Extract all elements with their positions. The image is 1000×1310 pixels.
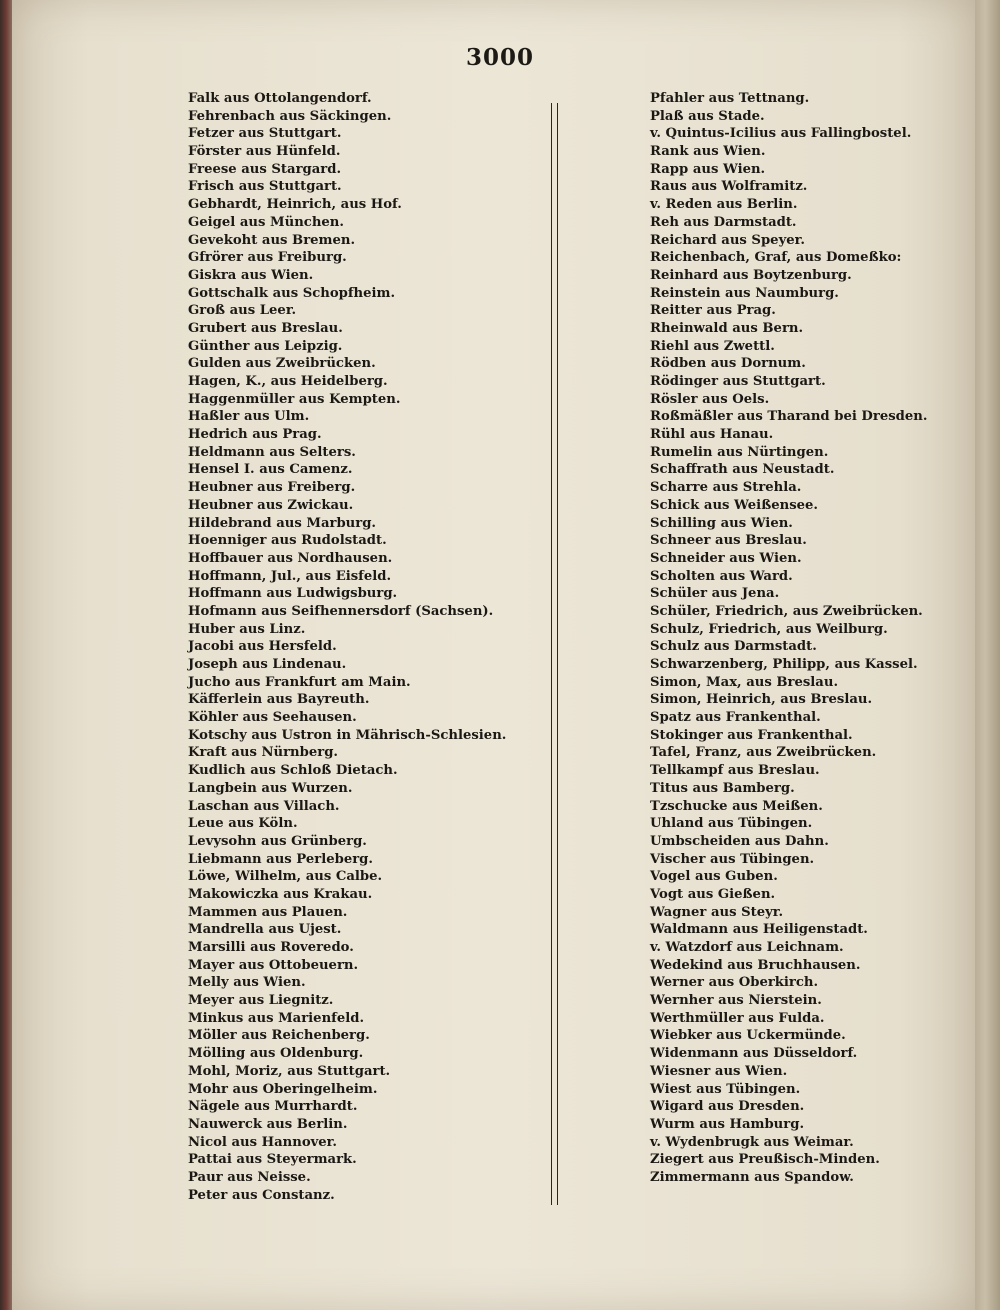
member-entry: Löwe, Wilhelm, aus Calbe. xyxy=(188,869,383,885)
member-entry: Scholten aus Ward. xyxy=(650,568,793,584)
member-entry: Käfferlein aus Bayreuth. xyxy=(188,692,370,708)
member-entry: Tellkampf aus Breslau. xyxy=(650,763,820,779)
member-entry: Frisch aus Stuttgart. xyxy=(188,179,342,195)
member-entry: Uhland aus Tübingen. xyxy=(650,816,813,832)
member-entry: Ziegert aus Preußisch-Minden. xyxy=(650,1152,880,1168)
member-entry: Vogel aus Guben. xyxy=(650,869,778,885)
member-entry: Wigard aus Dresden. xyxy=(650,1099,805,1115)
member-entry: Gevekoht aus Bremen. xyxy=(188,232,356,248)
member-entry: Kraft aus Nürnberg. xyxy=(188,745,339,761)
member-entry: v. Watzdorf aus Leichnam. xyxy=(650,940,844,955)
member-entry: Vogt aus Gießen. xyxy=(650,886,776,902)
member-entry: v. Wydenbrugk aus Weimar. xyxy=(650,1134,854,1150)
member-entry: Wiebker aus Uckermünde. xyxy=(650,1028,846,1044)
member-entry: Mammen aus Plauen. xyxy=(188,904,348,920)
member-entry: Raus aus Wolframitz. xyxy=(650,179,808,195)
member-entry: Langbein aus Wurzen. xyxy=(188,780,353,796)
member-entry: Werner aus Oberkirch. xyxy=(650,975,819,991)
member-entry: Nauwerck aus Berlin. xyxy=(188,1116,348,1132)
member-entry: Pfahler aus Tettnang. xyxy=(650,91,810,106)
member-entry: Gfrörer aus Freiburg. xyxy=(188,250,347,266)
member-entry: Plaß aus Stade. xyxy=(650,108,765,124)
member-entry: Mohr aus Oberingelheim. xyxy=(188,1081,378,1097)
member-entry: Melly aus Wien. xyxy=(188,975,306,991)
member-entry: Heubner aus Zwickau. xyxy=(188,497,354,513)
member-entry: Förster aus Hünfeld. xyxy=(188,144,341,160)
member-entry: Geigel aus München. xyxy=(188,214,344,230)
member-entry: Hoffmann aus Ludwigsburg. xyxy=(188,586,398,602)
member-entry: Nägele aus Murrhardt. xyxy=(188,1099,358,1115)
member-entry: Freese aus Stargard. xyxy=(188,161,342,177)
member-entry: Fetzer aus Stuttgart. xyxy=(188,126,342,142)
member-entry: Schulz, Friedrich, aus Weilburg. xyxy=(650,621,888,637)
member-entry: Rühl aus Hanau. xyxy=(650,427,774,443)
member-entry: Rapp aus Wien. xyxy=(650,161,766,177)
member-entry: Simon, Heinrich, aus Breslau. xyxy=(650,692,873,708)
page-stack-edge xyxy=(975,0,1000,1310)
member-entry: Marsilli aus Roveredo. xyxy=(188,940,354,955)
member-entry: Joseph aus Lindenau. xyxy=(188,657,347,672)
member-entry: Haßler aus Ulm. xyxy=(188,409,310,425)
member-entry: Wiesner aus Wien. xyxy=(650,1063,788,1079)
member-entry: Makowiczka aus Krakau. xyxy=(188,886,373,902)
member-entry: Spatz aus Frankenthal. xyxy=(650,710,821,726)
member-entry: Rank aus Wien. xyxy=(650,144,766,160)
member-entry: Rösler aus Oels. xyxy=(650,391,770,407)
member-entry: Liebmann aus Perleberg. xyxy=(188,851,373,867)
column-divider-double-rule xyxy=(551,103,558,1205)
member-entry: Fehrenbach aus Säckingen. xyxy=(188,108,392,124)
member-entry: Simon, Max, aus Breslau. xyxy=(650,674,839,690)
member-entry: Schulz aus Darmstadt. xyxy=(650,639,817,655)
member-entry: Wurm aus Hamburg. xyxy=(650,1116,805,1132)
member-entry: Schilling aus Wien. xyxy=(650,515,793,531)
member-entry: Tafel, Franz, aus Zweibrücken. xyxy=(650,745,877,761)
book-binding-edge xyxy=(0,0,12,1310)
member-entry: Reichard aus Speyer. xyxy=(650,232,805,248)
member-entry: Rumelin aus Nürtingen. xyxy=(650,444,829,460)
member-entry: Scharre aus Strehla. xyxy=(650,480,802,496)
member-entry: Hofmann aus Seifhennersdorf (Sachsen). xyxy=(188,603,494,619)
member-entry: Groß aus Leer. xyxy=(188,303,297,319)
left-name-column xyxy=(188,90,538,1204)
member-entry: Titus aus Bamberg. xyxy=(650,780,795,796)
member-entry: Mohl, Moriz, aus Stuttgart. xyxy=(188,1063,391,1079)
member-entry: Schneer aus Breslau. xyxy=(650,533,807,549)
member-entry: Jucho aus Frankfurt am Main. xyxy=(188,674,411,690)
member-entry: Reinstein aus Naumburg. xyxy=(650,285,839,301)
member-entry: Zimmermann aus Spandow. xyxy=(650,1169,854,1185)
member-entry: Hoffbauer aus Nordhausen. xyxy=(188,550,393,566)
member-entry: Paur aus Neisse. xyxy=(188,1169,311,1185)
member-entry: Gebhardt, Heinrich, aus Hof. xyxy=(188,197,402,213)
member-entry: Vischer aus Tübingen. xyxy=(650,851,815,867)
member-entry: Rödinger aus Stuttgart. xyxy=(650,374,826,389)
member-entry: Rheinwald aus Bern. xyxy=(650,320,804,336)
member-entry: Kudlich aus Schloß Dietach. xyxy=(188,763,398,779)
member-entry: Hoffmann, Jul., aus Eisfeld. xyxy=(188,568,392,584)
member-entry: Wagner aus Steyr. xyxy=(650,904,784,920)
member-entry: Leue aus Köln. xyxy=(188,816,298,832)
member-entry: Köhler aus Seehausen. xyxy=(188,710,357,726)
member-entry: Grubert aus Breslau. xyxy=(188,320,343,336)
member-entry: Hensel I. aus Camenz. xyxy=(188,462,353,478)
member-entry: Riehl aus Zwettl. xyxy=(650,338,775,354)
member-entry: Stokinger aus Frankenthal. xyxy=(650,727,853,743)
member-entry: Mayer aus Ottobeuern. xyxy=(188,957,359,973)
member-entry: Möller aus Reichenberg. xyxy=(188,1028,370,1044)
member-entry: Meyer aus Liegnitz. xyxy=(188,993,334,1009)
member-entry: Tzschucke aus Meißen. xyxy=(650,798,823,814)
member-entry: Rödben aus Dornum. xyxy=(650,356,806,372)
member-entry: Hedrich aus Prag. xyxy=(188,427,322,443)
member-entry: Roßmäßler aus Tharand bei Dresden. xyxy=(650,409,928,425)
member-entry: Werthmüller aus Fulda. xyxy=(650,1010,825,1026)
member-entry: Schüler, Friedrich, aus Zweibrücken. xyxy=(650,603,923,619)
page-number: 3000 xyxy=(465,44,534,71)
member-entry: Schneider aus Wien. xyxy=(650,550,802,566)
member-entry: Günther aus Leipzig. xyxy=(188,338,343,354)
member-entry: Reichenbach, Graf, aus Domeßko: xyxy=(650,250,902,266)
member-entry: Laschan aus Villach. xyxy=(188,798,340,814)
member-entry: Falk aus Ottolangendorf. xyxy=(188,91,372,106)
member-entry: Levysohn aus Grünberg. xyxy=(188,833,367,849)
member-entry: Hagen, K., aus Heidelberg. xyxy=(188,374,388,389)
member-entry: Mölling aus Oldenburg. xyxy=(188,1046,364,1062)
member-entry: Hildebrand aus Marburg. xyxy=(188,515,377,531)
member-entry: Mandrella aus Ujest. xyxy=(188,922,342,938)
member-entry: Heldmann aus Selters. xyxy=(188,444,356,460)
member-entry: Umbscheiden aus Dahn. xyxy=(650,833,829,849)
member-entry: Waldmann aus Heiligenstadt. xyxy=(650,922,868,938)
member-entry: Giskra aus Wien. xyxy=(188,267,314,283)
member-entry: Wedekind aus Bruchhausen. xyxy=(650,957,861,973)
member-entry: Jacobi aus Hersfeld. xyxy=(188,639,337,655)
member-entry: v. Quintus-Icilius aus Fallingbostel. xyxy=(650,126,912,142)
member-entry: Schwarzenberg, Philipp, aus Kassel. xyxy=(650,657,918,672)
member-entry: Wernher aus Nierstein. xyxy=(650,993,822,1009)
member-entry: Kotschy aus Ustron in Mährisch-Schlesien. xyxy=(188,727,507,743)
right-name-column xyxy=(650,90,970,1187)
member-entry: Reh aus Darmstadt. xyxy=(650,214,797,230)
member-entry: Hoenniger aus Rudolstadt. xyxy=(188,533,387,549)
member-entry: Nicol aus Hannover. xyxy=(188,1134,337,1150)
member-entry: Schüler aus Jena. xyxy=(650,586,780,602)
member-entry: Reitter aus Prag. xyxy=(650,303,776,319)
member-entry: Widenmann aus Düsseldorf. xyxy=(650,1046,858,1062)
member-entry: Peter aus Constanz. xyxy=(188,1187,335,1203)
member-entry: Gottschalk aus Schopfheim. xyxy=(188,285,396,301)
member-entry: Huber aus Linz. xyxy=(188,621,306,637)
member-entry: Wiest aus Tübingen. xyxy=(650,1081,801,1097)
member-entry: v. Reden aus Berlin. xyxy=(650,197,798,213)
member-entry: Heubner aus Freiberg. xyxy=(188,480,356,496)
member-entry: Gulden aus Zweibrücken. xyxy=(188,356,376,372)
member-entry: Reinhard aus Boytzenburg. xyxy=(650,267,852,283)
member-entry: Minkus aus Marienfeld. xyxy=(188,1010,365,1026)
member-entry: Schick aus Weißensee. xyxy=(650,497,818,513)
member-entry: Haggenmüller aus Kempten. xyxy=(188,391,401,407)
member-entry: Schaffrath aus Neustadt. xyxy=(650,462,835,478)
member-entry: Pattai aus Steyermark. xyxy=(188,1152,357,1168)
